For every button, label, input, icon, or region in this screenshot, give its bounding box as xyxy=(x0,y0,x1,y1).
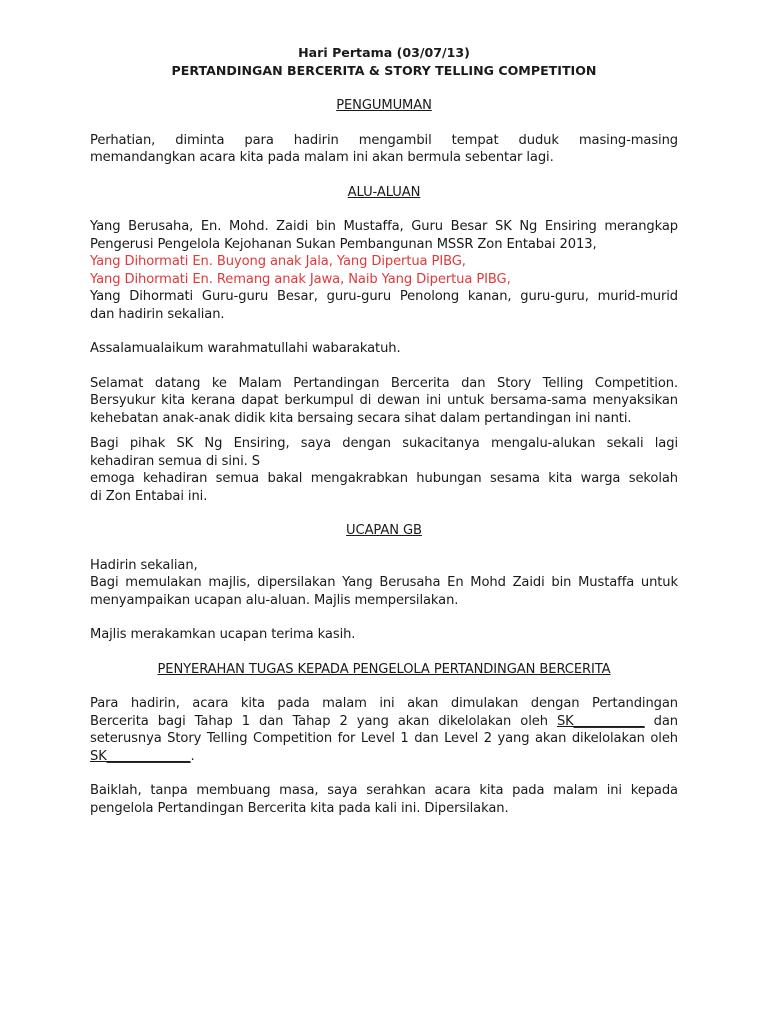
text-fragment: . xyxy=(190,748,195,764)
document-page xyxy=(90,44,678,817)
text-line: Pengerusi Pengelola Kejohanan Sukan Pembangunan MSSR Zon Entabai 2013, xyxy=(90,236,597,252)
text-line: Perhatian, diminta para hadirin mengambil tempat duduk masing-masing xyxy=(90,132,678,148)
text-line: Para hadirin, acara kita pada malam ini akan dimulakan dengan Pertandingan xyxy=(90,696,678,711)
text-line: Bagi pihak SK Ng Ensiring, saya dengan sukacitanya mengalu-alukan sekali lagi xyxy=(90,436,678,451)
highlighted-line: Yang Dihormati En. Remang anak Jawa, Naib Yang Dipertua PIBG, xyxy=(90,271,511,287)
heading-pengumuman: PENGUMUMAN xyxy=(336,98,432,113)
text-line: Selamat datang ke Malam Pertandingan Bercerita dan Story Telling Competition. xyxy=(90,375,678,391)
text-line: emoga kehadiran semua bakal mengakrabkan hubungan sesama kita warga sekolah xyxy=(90,471,678,486)
text-line: seterusnya Story Telling Competition for Level 1 dan Level 2 yang akan dikelolakan oleh xyxy=(90,731,678,746)
text-line xyxy=(90,748,678,766)
sk-blank-field: SK___________ xyxy=(556,713,645,729)
text-line: Yang Dihormati Guru-guru Besar, guru-guru Penolong kanan, guru-guru, murid-murid xyxy=(90,289,678,304)
text-line: Yang Berusaha, En. Mohd. Zaidi bin Mustaffa, Guru Besar SK Ng Ensiring merangkap xyxy=(90,219,678,234)
paragraph-bagi-pihak xyxy=(90,435,678,505)
text-line: kehebatan anak-anak didik kita bersaing secara sihat dalam pertandingan ini nanti. xyxy=(90,410,632,426)
highlighted-line: Yang Dihormati En. Buyong anak Jala, Yang Dipertua PIBG, xyxy=(90,254,466,269)
text-line: menyampaikan ucapan alu-aluan. Majlis mempersilakan. xyxy=(90,592,459,608)
text-fragment: Bercerita bagi Tahap 1 dan Tahap 2 yang akan dikelolakan oleh xyxy=(90,713,548,729)
paragraph-terima-kasih xyxy=(90,626,678,644)
text-line: Hadirin sekalian, xyxy=(90,557,198,573)
paragraph-salam xyxy=(90,340,678,358)
text-line: di Zon Entabai ini. xyxy=(90,488,208,504)
heading-alu-aluan: ALU-ALUAN xyxy=(347,184,421,200)
text-line: pengelola Pertandingan Bercerita kita pada kali ini. Dipersilakan. xyxy=(90,800,509,816)
text-line: Assalamualaikum warahmatullahi wabarakatuh. xyxy=(90,341,401,356)
text-fragment: dan xyxy=(653,713,679,729)
sk-blank-field: SK_____________ xyxy=(90,748,191,764)
text-line: Bagi memulakan majlis, dipersilakan Yang Berusaha En Mohd Zaidi bin Mustaffa untuk xyxy=(90,575,678,590)
text-line: memandangkan acara kita pada malam ini akan bermula sebentar lagi. xyxy=(90,150,554,165)
heading-ucapan-gb: UCAPAN GB xyxy=(346,523,422,538)
heading-penyerahan-tugas: PENYERAHAN TUGAS KEPADA PENGELOLA PERTANDINGAN BERCERITA xyxy=(157,661,611,677)
text-line: kehadiran semua di sini. S xyxy=(90,453,260,469)
paragraph-alu-aluan-greetings xyxy=(90,218,678,323)
text-line: Bersyukur kita kerana dapat berkumpul di dewan ini untuk bersama-sama menyaksikan xyxy=(90,393,678,408)
paragraph-ucapan-gb xyxy=(90,557,678,610)
paragraph-penyerahan xyxy=(90,695,678,765)
text-line xyxy=(90,713,678,731)
paragraph-selamat-datang xyxy=(90,375,678,428)
paragraph-baiklah xyxy=(90,782,678,817)
paragraph-pengumuman xyxy=(90,132,678,167)
text-line: dan hadirin sekalian. xyxy=(90,306,225,322)
document-date-title: Hari Pertama (03/07/13) xyxy=(298,45,470,60)
document-event-title: PERTANDINGAN BERCERITA & STORY TELLING COMPETITION xyxy=(171,62,597,78)
text-line: Baiklah, tanpa membuang masa, saya serahkan acara kita pada malam ini kepada xyxy=(90,783,678,798)
text-line: Majlis merakamkan ucapan terima kasih. xyxy=(90,627,356,642)
